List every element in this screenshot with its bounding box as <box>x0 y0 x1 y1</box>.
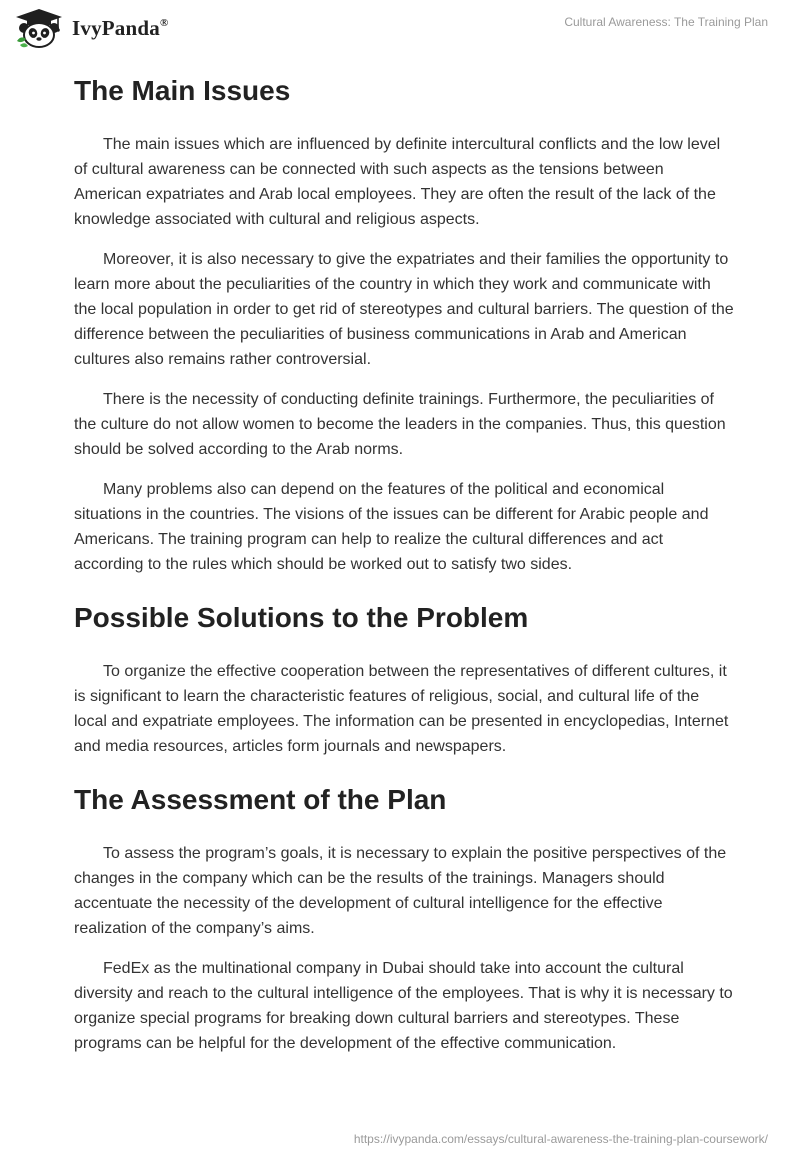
essay-content <box>74 72 734 1056</box>
paragraph: There is the necessity of conducting definite trainings. Furthermore, the peculiarities of the culture do not allow women to become the leaders in the companies. Thus, this question should be solved according to the Arab norms. <box>74 391 726 458</box>
brand-logo[interactable] <box>14 8 168 48</box>
panda-graduate-icon <box>14 8 64 48</box>
page-header <box>0 0 800 60</box>
paragraph: Moreover, it is also necessary to give the expatriates and their families the opportunity to learn more about the peculiarities of the country in which they work and communicate with the local population in order to get rid of stereotypes and cultural barriers. The question of the difference between the peculiarities of business communications in Arab and American cultures also remains rather controversial. <box>74 251 734 368</box>
document-title: Cultural Awareness: The Training Plan <box>564 15 768 29</box>
paragraph: FedEx as the multinational company in Dubai should take into account the cultural diversity and reach to the cultural intelligence of the employees. That is why it is necessary to organize special programs for breaking down cultural barriers and stereotypes. These programs can be helpful for the development of the effective communication. <box>74 960 733 1052</box>
section-heading: The Assessment of the Plan <box>74 784 447 815</box>
paragraph: To assess the program’s goals, it is necessary to explain the positive perspectives of the changes in the company which can be the results of the trainings. Managers should accentuate the necessity of the development of cultural intelligence for the effective realization of the company’s aims. <box>74 845 727 937</box>
paragraph: To organize the effective cooperation between the representatives of different cultures, it is significant to learn the characteristic features of religious, social, and cultural life of the local and expatriate employees. The information can be presented in encyclopedias, Internet and media resources, articles form journals and newspapers. <box>74 663 729 755</box>
paragraph: The main issues which are influenced by definite intercultural conflicts and the low level of cultural awareness can be connected with such aspects as the tensions between American expatriates and Arab local employees. They are often the result of the lack of the knowledge associated with cultural and religious aspects. <box>74 136 721 228</box>
brand-name: IvyPanda® <box>72 15 169 40</box>
source-url-link[interactable]: https://ivypanda.com/essays/cultural-awareness-the-training-plan-coursework/ <box>353 1132 768 1146</box>
section-heading: The Main Issues <box>74 75 291 106</box>
section-heading: Possible Solutions to the Problem <box>74 602 529 633</box>
paragraph: Many problems also can depend on the features of the political and economical situations in the countries. The visions of the issues can be different for Arabic people and Americans. The training program can help to realize the cultural differences and act according to the rules which should be worked out to satisfy two sides. <box>74 481 709 573</box>
